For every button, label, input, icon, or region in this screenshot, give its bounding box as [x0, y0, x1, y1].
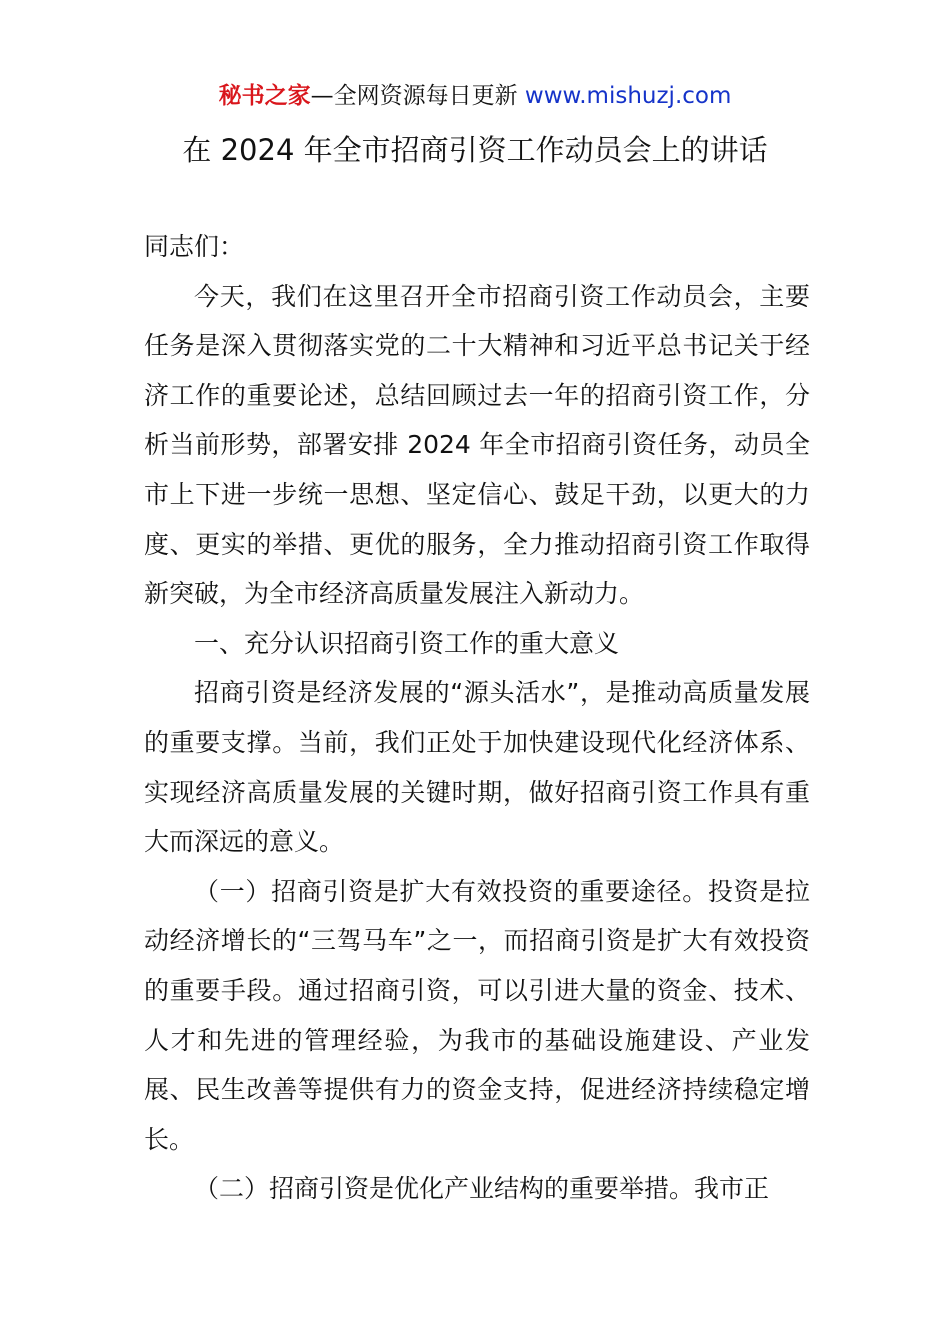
site-url-link[interactable]: www.mishuzj.com	[524, 83, 732, 109]
brand-name: 秘书之家	[218, 83, 311, 109]
paragraph-significance: 招商引资是经济发展的“源头活水”，是推动高质量发展的重要支撑。当前，我们正处于加快建设现代化经济体系、实现经济高质量发展的关键时期，做好招商引资工作具有重大而深远的意义。	[144, 678, 810, 857]
paragraph-point-2: （二）招商引资是优化产业结构的重要举措。我市正	[194, 1174, 770, 1204]
document-title: 在 2024 年全市招商引资工作动员会上的讲话	[182, 133, 768, 167]
paragraph-point-1: （一）招商引资是扩大有效投资的重要途径。投资是拉动经济增长的“三驾马车”之一，而招商引资是扩大有效投资的重要手段。通过招商引资，可以引进大量的资金、技术、人才和先进的管理经验，为我市的基础设施建设、产业发展、民生改善等提供有力的资金支持，促进经济持续稳定增长。	[144, 876, 810, 1154]
document-body	[144, 222, 810, 1214]
paragraph-intro: 今天，我们在这里召开全市招商引资工作动员会，主要任务是深入贯彻落实党的二十大精神和习近平总书记关于经济工作的重要论述，总结回顾过去一年的招商引资工作，分析当前形势，部署安排 2024 年全市招商引资任务，动员全市上下进一步统一思想、坚定信心、鼓足干劲，以更大的力度、更实的举措、更优的服务，全力推动招商引资工作取得新突破，为全市经济高质量发展注入新动力。	[144, 281, 810, 609]
section-heading-1: 一、充分认识招商引资工作的重大意义	[194, 628, 620, 658]
header-tagline: —全网资源每日更新	[310, 83, 525, 109]
site-header	[0, 80, 950, 112]
salutation: 同志们：	[144, 232, 245, 261]
